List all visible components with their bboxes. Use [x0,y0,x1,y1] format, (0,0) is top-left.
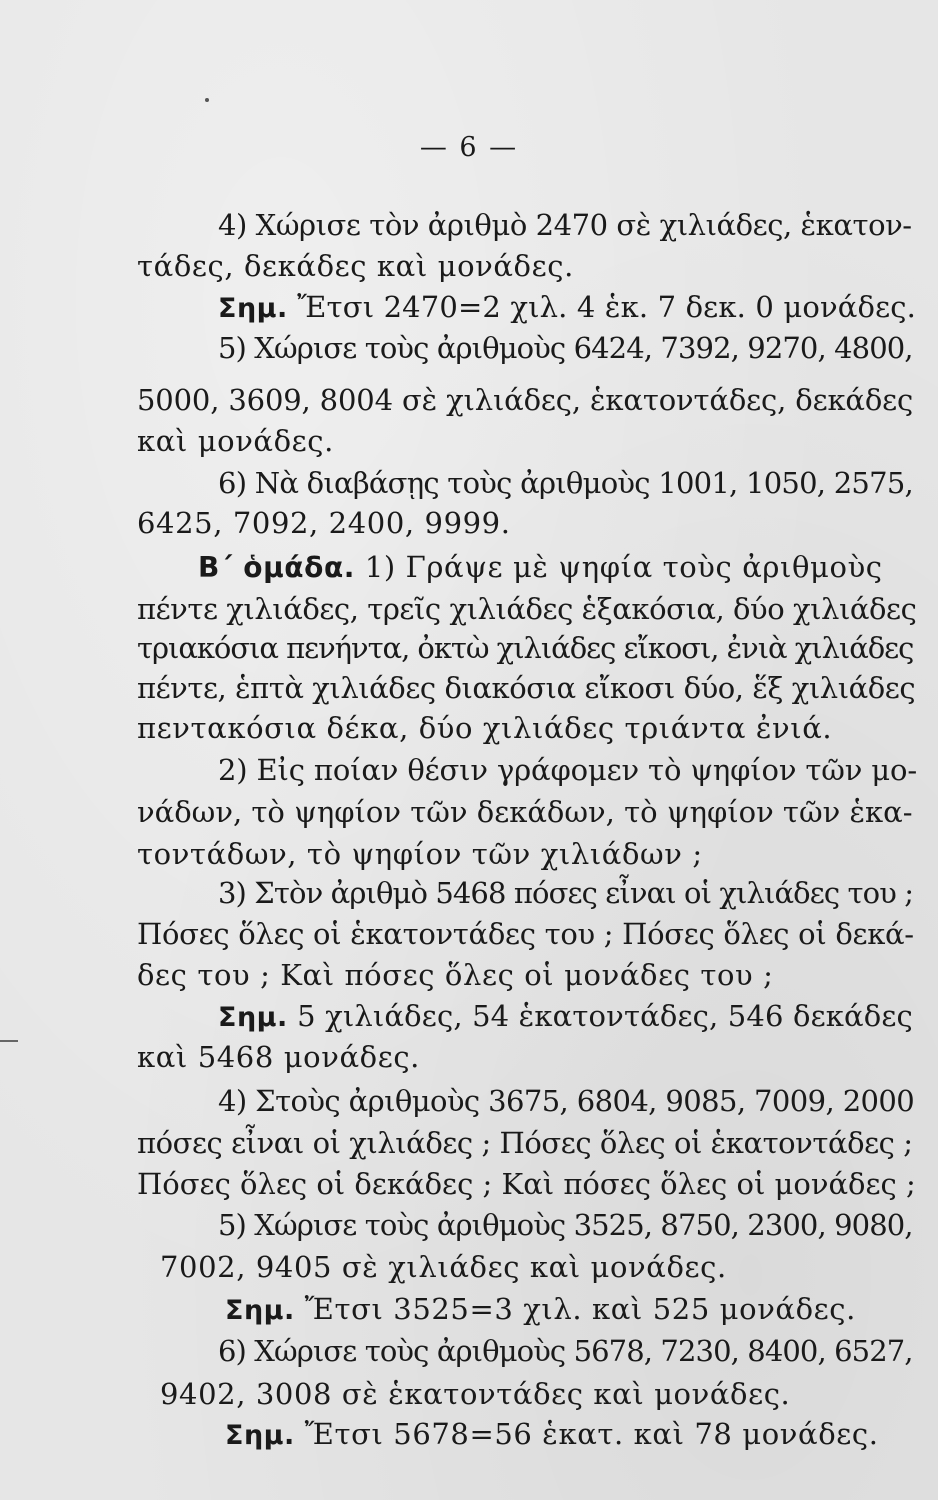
text-line: πέντε, ἑπτὰ χιλιάδες διακόσια εἴκοσι δύο, ἕξ χιλιάδες [137,671,916,705]
text-line: Β΄ ὁμάδα. 1) Γράψε μὲ ψηφία τοὺς ἀριθμοὺς [198,550,883,584]
text-line: Σημ. Ἔτσι 2470=2 χιλ. 4 ἑκ. 7 δεκ. 0 μονάδες. [218,290,917,324]
text-line: δες του ; Καὶ πόσες ὅλες οἱ μονάδες του ; [137,958,774,992]
text-line: 6) Νὰ διαβάσῃς τοὺς ἀριθμοὺς 1001, 1050, 2575, [218,466,914,500]
text-line: 6) Χώρισε τοὺς ἀριθμοὺς 5678, 7230, 8400, 6527, [218,1334,913,1368]
page-number: — 6 — [419,132,519,163]
text-line: τριακόσια πενήντα, ὀκτὼ χιλιάδες εἴκοσι, ἐνιὰ χιλιάδες [137,631,914,665]
text-line: 4) Στοὺς ἀριθμοὺς 3675, 6804, 9085, 7009, 2000 [218,1084,915,1118]
text-line: νάδων, τὸ ψηφίον τῶν δεκάδων, τὸ ψηφίον τῶν ἑκα- [137,795,913,829]
text-line: 5000, 3609, 8004 σὲ χιλιάδες, ἑκατοντάδες, δεκάδες [137,383,914,417]
text-line: πόσες εἶναι οἱ χιλιάδες ; Πόσες ὅλες οἱ ἑκατοντάδες ; [137,1126,913,1160]
text-line: καὶ μονάδες. [137,424,334,458]
text-line: 2) Εἰς ποίαν θέσιν γράφομεν τὸ ψηφίον τῶν μο- [218,753,917,787]
text-line: 5) Χώρισε τοὺς ἀριθμοὺς 6424, 7392, 9270, 4800, [218,331,913,365]
text-line: 4) Χώρισε τὸν ἀριθμὸ 2470 σὲ χιλιάδες, ἑκατον- [218,208,912,242]
text-line: καὶ 5468 μονάδες. [137,1040,420,1074]
note-label: Σημ. [218,293,288,324]
group-title: Β΄ ὁμάδα. [198,551,356,584]
text-line: τάδες, δεκάδες καὶ μονάδες. [137,249,574,283]
text-line: Σημ. 5 χιλιάδες, 54 ἑκατοντάδες, 546 δεκάδες [218,999,913,1033]
note-label: Σημ. [225,1295,295,1326]
margin-mark [0,1040,18,1042]
note-label: Σημ. [225,1420,295,1451]
text-line: πεντακόσια δέκα, δύο χιλιάδες τριάντα ἐνιά. [137,711,833,745]
text-line: Πόσες ὅλες οἱ ἑκατοντάδες του ; Πόσες ὅλες οἱ δεκά- [137,917,914,951]
text-line: 6425, 7092, 2400, 9999. [137,506,511,540]
text-line: Σημ. Ἔτσι 5678=56 ἑκατ. καὶ 78 μονάδες. [225,1417,879,1451]
text-line: Σημ. Ἔτσι 3525=3 χιλ. καὶ 525 μονάδες. [225,1292,856,1326]
text-line: 7002, 9405 σὲ χιλιάδες καὶ μονάδες. [160,1250,727,1284]
text-line: 3) Στὸν ἀριθμὸ 5468 πόσες εἶναι οἱ χιλιάδες του ; [218,876,914,910]
text-line: 9402, 3008 σὲ ἑκατοντάδες καὶ μονάδες. [160,1377,791,1411]
text-line: τοντάδων, τὸ ψηφίον τῶν χιλιάδων ; [137,837,703,871]
print-speck [205,98,209,102]
note-label: Σημ. [218,1002,288,1033]
text-line: 5) Χώρισε τοὺς ἀριθμοὺς 3525, 8750, 2300, 9080, [218,1208,913,1242]
text-line: Πόσες ὅλες οἱ δεκάδες ; Καὶ πόσες ὅλες οἱ μονάδες ; [137,1167,916,1201]
text-line: πέντε χιλιάδες, τρεῖς χιλιάδες ἑξακόσια, δύο χιλιάδες [137,592,917,626]
